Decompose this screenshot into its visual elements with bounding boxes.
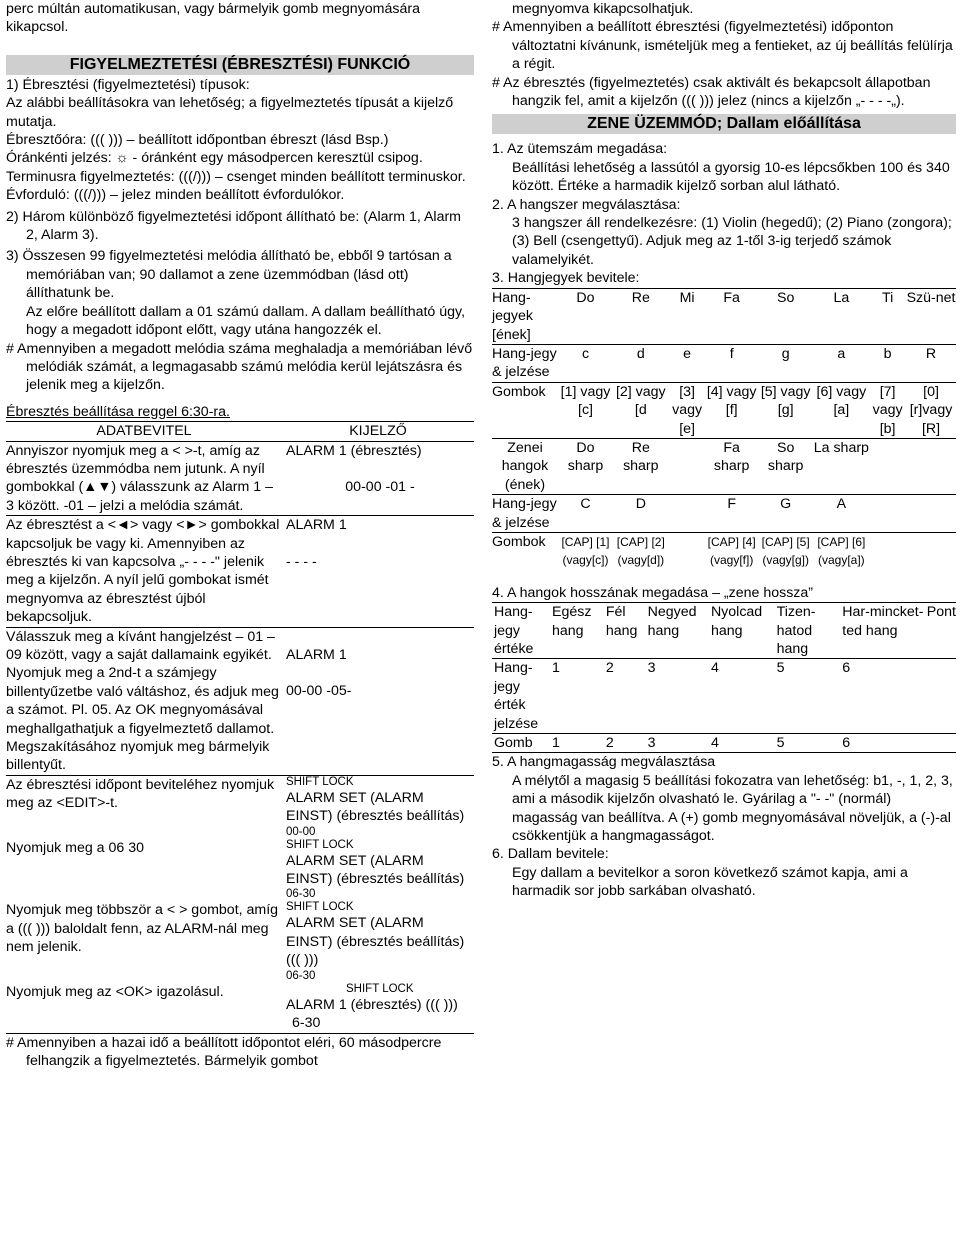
- preset-melody-text: Az előre beállított dallam a 01 számú dallam. A dallam beállítható úgy, hogy a megadott időpont előtt, vagy utána hangozzék el.: [26, 303, 466, 339]
- change-alarm-note: # Amennyiben a beállított ébresztési (figyelmeztetési) időponton változtatni kívánunk, ismételjük meg a fentieket, az új beállítás felülírja a régit.: [492, 19, 953, 73]
- instrument-text: 3 hangszer áll rendelkezésre: (1) Violin (hegedű); (2) Piano (zongora); (3) Bell (csengettyű). Adjuk meg az 1-től 3-ig terjedő számok valamelyikét.: [512, 215, 952, 268]
- tempo-text: Beállítási lehetőség a lassútól a gyorsig 10-es lépcsőkben 100 és 340 között. Értéke a harmadik kijelző sorban alul látható.: [512, 159, 950, 195]
- table-row: Hang-jegy értéke Egész hang Fél hang Negyed hang Nyolcad hang Tizen-hatod hang Har-mincket-ted hang Pont: [494, 604, 956, 657]
- notes-table: [492, 288, 956, 570]
- active-alarm-note: # Az ébresztés (figyelmeztetés) csak aktivált és bekapcsolt állapotban hangzik fel, amit a kijelzőn ((( ))) jelez (nincs a kijelzőn „- - - -„).: [492, 74, 931, 110]
- melody-input-text: Egy dallam a bevitelkor a soron következő számot kapja, ami a harmadik sor jobb sarkában olvasható.: [512, 864, 908, 900]
- example-title: Ébresztés beállítása reggel 6:30-ra.: [6, 403, 230, 420]
- alarm-section-title: FIGYELMEZTETÉSI (ÉBRESZTÉSI) FUNKCIÓ: [6, 55, 474, 75]
- table-row: Nyomjuk meg a 06 30 SHIFT LOCK ALARM SET (ALARM EINST) (ébresztés beállítás) 06-30: [6, 838, 465, 901]
- instrument-title: 2. A hangszer megválasztása:: [492, 196, 681, 213]
- alarm-times-text: 2) Három különböző figyelmeztetési időpont állítható be: (Alarm 1, Alarm 2, Alarm 3).: [6, 208, 462, 244]
- melody-note: # Amennyiben a megadott melódia száma meghaladja a memóriában lévő melódiák számát, a legmagasabb számú melódia kerül lejátszásra és jelenik meg a kijelzőn.: [6, 340, 473, 394]
- table-row: Gomb 1 2 3 4 5 6: [492, 734, 956, 753]
- alarm-types-title: 1) Ébresztési (figyelmeztetési) típusok:: [6, 76, 250, 93]
- notes-input-title: 3. Hangjegyek bevitele:: [492, 270, 640, 287]
- alarm-types-text: Az alábbi beállításokra van lehetőség; a figyelmeztetés típusát a kijelző mutatja.: [6, 95, 454, 130]
- table-row: Nyomjuk meg többször a < > gombot, amíg a ((( ))) baloldalt fenn, az ALARM-nál meg nem jelenik. SHIFT LOCK ALARM SET (ALARM EINST) (ébresztés beállítás) ((( ))) 06-30: [6, 901, 465, 982]
- table-row: Az ébresztést a <◄> vagy <►> gombokkal kapcsoljuk be vagy ki. Amennyiben az ébresztés ki van kapcsolva „- - - -" jelenik meg a kijelzőn. A nyíl jelű gombokat ismét megnyomva az ébresztést újból bekapcsoljuk. ALARM 1 - - - -: [6, 516, 474, 627]
- table-row: Az ébresztési időpont beviteléhez nyomjuk meg az <EDIT>-t. SHIFT LOCK ALARM SET (ALARM EINST) (ébresztés beállítás) 00-00: [6, 775, 465, 838]
- table-head-input: ADATBEVITEL: [6, 422, 282, 441]
- table-row: Hang-jegy & jelzése c d e f g a b R: [492, 344, 956, 382]
- alarm-setup-table: [6, 421, 474, 1033]
- table-row: Nyomjuk meg az <OK> igazolásul. SHIFT LOCK ALARM 1 (ébresztés) ((( ))) 6-30: [6, 983, 474, 1033]
- table-row: Hang-jegy érték jelzése 1 2 3 4 5 6: [492, 659, 956, 734]
- pitch-title: 5. A hangmagasság megválasztása: [492, 754, 716, 771]
- hourly-signal-desc: Óránkénti jelzés: ☼ - óránként egy másodpercen keresztül csipog.: [6, 150, 423, 167]
- table-head-display: KIJELZŐ: [282, 422, 474, 441]
- table-row: Gombok [1] vagy [c] [2] vagy [d [3] vagy [e] [4] vagy [f] [5] vagy [g] [6] vagy [a] [7] vagy [b] [0] [r]vagy [R]: [492, 382, 956, 438]
- intro-text: perc múltán automatikusan, vagy bármelyik gomb megnyomására kikapcsol.: [6, 1, 420, 36]
- table-row: Válasszuk meg a kívánt hangjelzést – 01 – 09 között, vagy a saját dallamaink egyikét. Nyomjuk meg a 2nd-t a számjegy billentyűzetbe való váltáshoz, és adjuk meg a számot. Pl. 05. Az OK megnyomásával meghallgathatjuk a figyelmeztető dallamot. Megszakításához nyomjuk meg bármelyik billentyűt. ALARM 1 00-00 -05-: [6, 627, 474, 775]
- alarm-clock-desc: Ébresztőóra: ((( ))) – beállított időpontban ébreszt (lásd Bsp.): [6, 132, 389, 149]
- term-alert-desc: Terminusra figyelmeztetés: (((/))) – csenget minden beállított terminuskor.: [6, 168, 466, 185]
- continued-text: megnyomva kikapcsolhatjuk.: [512, 1, 694, 17]
- melody-input-title: 6. Dallam bevitele:: [492, 846, 609, 863]
- anniversary-desc: Évforduló: (((/))) – jelez minden beállított évfordulókor.: [6, 187, 345, 204]
- table-row: Hang-jegyek [ének] Do Re Mi Fa So La Ti Szü-net: [492, 289, 956, 343]
- note-length-table: [492, 602, 956, 753]
- table-row: Zenei hangok (ének) Do sharp Re sharp Fa sharp So sharp La sharp: [492, 438, 956, 494]
- melody-count-text: 3) Összesen 99 figyelmeztetési melódia állítható be, ebből 9 tartósan a memóriában van; 90 dallamot a zene üzemmódban (lásd ott) állíthatunk be.: [6, 248, 452, 302]
- right-column: [492, 0, 956, 901]
- left-column: [6, 0, 474, 1070]
- table-row: Hang-jegy & jelzése C D F G A: [492, 495, 956, 533]
- note-length-title: 4. A hangok hosszának megadása – „zene hossza”: [492, 584, 814, 601]
- table-row: Gombok [CAP] [1] (vagy[c]) [CAP] [2] (vagy[d]) [CAP] [4] (vagy[f]) [CAP] [5] (vagy[g]) [CAP] [6] (vagy[a]): [492, 532, 956, 569]
- pitch-text: A mélytől a magasig 5 beállítási fokozatra van lehetőség: b1, -, 1, 2, 3, ami a második kijelzőn olvasható le. Gyárilag a "- -" (normál) magasság van beállítva. A (+) gomb megnyomásával növeljük, a (-)-al csökkentjük a hangmagasságot.: [512, 772, 953, 845]
- alarm-ring-note: # Amennyiben a hazai idő a beállított időpontot eléri, 60 másodpercre felhangzik a figyelmeztetés. Bármelyik gombot: [6, 1034, 442, 1069]
- table-row: Annyiszor nyomjuk meg a < >-t, amíg az ébresztés üzemmódba nem jutunk. A nyíl gombokkal (▲▼) válasszunk az Alarm 1 – 3 között. -01 – jelzi a melódia számát. ALARM 1 (ébresztés) 00-00 -01 -: [6, 441, 474, 516]
- music-section-title: ZENE ÜZEMMÓD; Dallam előállítása: [492, 114, 956, 134]
- tempo-title: 1. Az ütemszám megadása:: [492, 141, 668, 158]
